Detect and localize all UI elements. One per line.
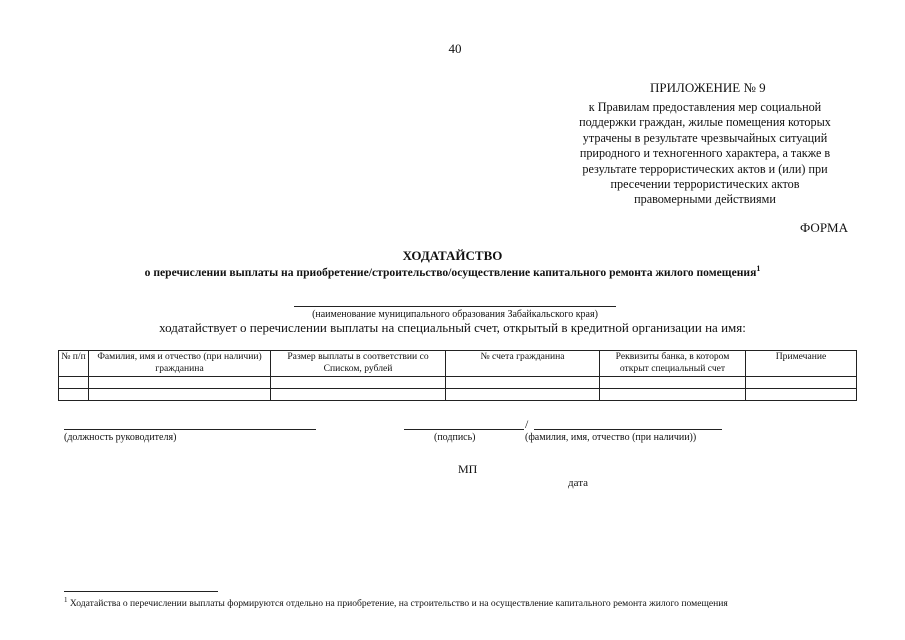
table-cell[interactable] <box>746 389 857 401</box>
table-cell[interactable] <box>446 377 600 389</box>
appendix-line: поддержки граждан, жилые помещения которых <box>579 115 831 130</box>
table-cell[interactable] <box>271 377 446 389</box>
table-cell[interactable] <box>271 389 446 401</box>
column-header-number: № п/п <box>59 351 89 377</box>
footnote-mark: 1 <box>64 596 68 604</box>
appendix-line: утрачены в результате чрезвычайных ситуаций <box>582 130 828 145</box>
position-line[interactable] <box>64 429 316 430</box>
column-header-bank-details: Реквизиты банка, в котором открыт специальный счет <box>600 351 746 377</box>
column-header-account-number: № счета гражданина <box>446 351 600 377</box>
table-header-row <box>59 351 857 377</box>
signature-separator: / <box>525 417 529 431</box>
table-cell[interactable] <box>59 377 89 389</box>
table-cell[interactable] <box>600 389 746 401</box>
municipality-caption: (наименование муниципального образования Забайкальского края) <box>312 309 598 320</box>
table-cell[interactable] <box>59 389 89 401</box>
full-name-line[interactable] <box>534 429 722 430</box>
appendix-title: ПРИЛОЖЕНИЕ № 9 <box>650 80 766 95</box>
footnote-separator <box>64 591 218 592</box>
table-cell[interactable] <box>89 389 271 401</box>
table-cell[interactable] <box>746 377 857 389</box>
document-subtitle-text: о перечислении выплаты на приобретение/строительство/осуществление капитального ремонта жилого помещения <box>144 265 757 279</box>
appendix-line: результате террористических актов и (или) при <box>582 161 828 176</box>
payments-table <box>58 350 857 401</box>
column-header-payment-amount: Размер выплаты в соответствии со Списком, рублей <box>271 351 446 377</box>
position-caption: (должность руководителя) <box>64 432 177 443</box>
full-name-caption: (фамилия, имя, отчество (при наличии)) <box>525 432 697 443</box>
form-label: ФОРМА <box>800 220 848 235</box>
table-row <box>59 377 857 389</box>
footnote-text: Ходатайства о перечислении выплаты формируются отдельно на приобретение, на строительство и на осуществление капитального ремонта жилого помещения <box>69 598 728 610</box>
table-cell[interactable] <box>446 389 600 401</box>
date-label: дата <box>568 477 589 489</box>
appendix-line: к Правилам предоставления мер социальной <box>588 100 822 114</box>
column-header-full-name: Фамилия, имя и отчество (при наличии) гражданина <box>89 351 271 377</box>
appendix-line: правомерными действиями <box>634 192 776 207</box>
table-row <box>59 389 857 401</box>
footnote-reference-mark: 1 <box>756 264 761 273</box>
table-cell[interactable] <box>89 377 271 389</box>
petition-sentence: ходатайствует о перечислении выплаты на специальный счет, открытый в кредитной организации на имя: <box>159 320 746 335</box>
column-header-note: Примечание <box>746 351 857 377</box>
page-number: 40 <box>448 41 462 56</box>
document-title: ХОДАТАЙСТВО <box>402 248 503 263</box>
table-cell[interactable] <box>600 377 746 389</box>
appendix-line: пресечении террористических актов <box>610 177 800 192</box>
footnote <box>64 596 728 609</box>
document-subtitle <box>0 264 905 279</box>
municipality-name-line[interactable] <box>294 306 616 307</box>
appendix-line: природного и техногенного характера, а также в <box>579 146 831 161</box>
signature-caption: (подпись) <box>434 432 476 443</box>
appendix-reference <box>555 100 855 208</box>
signature-line[interactable] <box>404 429 524 430</box>
stamp-placeholder: МП <box>458 462 478 476</box>
